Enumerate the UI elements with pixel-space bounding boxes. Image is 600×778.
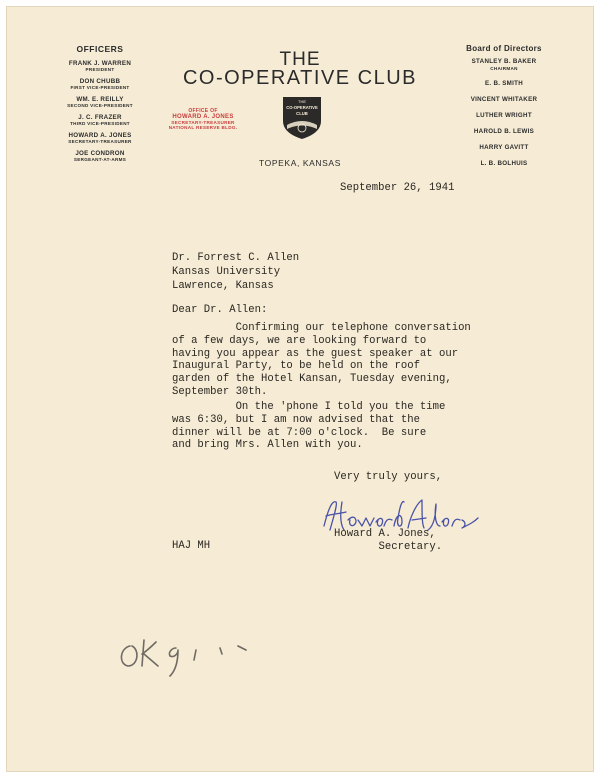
officer-name: J. C. FRAZER bbox=[78, 114, 122, 121]
officers-heading: OFFICERS bbox=[76, 44, 124, 54]
signer-block bbox=[334, 528, 442, 554]
address-line: Lawrence, Kansas bbox=[172, 280, 274, 292]
office-line: NATIONAL RESERVE BLDG. bbox=[168, 125, 238, 130]
signer-name: Howard A. Jones, bbox=[334, 528, 436, 540]
body-line: of a few days, we are looking forward to bbox=[172, 334, 427, 347]
signer-title: Secretary. bbox=[378, 540, 443, 553]
officer-name: WM. E. REILLY bbox=[76, 96, 124, 103]
officer-name: FRANK J. WARREN bbox=[68, 60, 132, 67]
board-chair-role: CHAIRMAN bbox=[490, 66, 518, 71]
office-line: OFFICE OF bbox=[188, 108, 218, 114]
paragraph-2 bbox=[172, 401, 445, 452]
board-member: E. B. SMITH bbox=[484, 80, 524, 87]
officer-role: THIRD VICE-PRESIDENT bbox=[70, 121, 130, 126]
officer-name: JOE CONDRON bbox=[75, 150, 125, 157]
board-member: HARRY GAVITT bbox=[479, 144, 529, 151]
letter-date: September 26, 1941 bbox=[340, 182, 455, 194]
board-member: LUTHER WRIGHT bbox=[476, 112, 532, 119]
address-line: Dr. Forrest C. Allen bbox=[172, 252, 300, 264]
closing: Very truly yours, bbox=[334, 471, 443, 483]
club-emblem-icon bbox=[281, 95, 323, 141]
body-line: On the 'phone I told you the time bbox=[172, 401, 446, 413]
officer-name: DON CHUBB bbox=[79, 78, 121, 85]
emblem-text: CO-OPERATIVE bbox=[286, 105, 318, 110]
officer-role: FIRST VICE-PRESIDENT bbox=[70, 85, 130, 90]
board-heading: Board of Directors bbox=[466, 44, 542, 53]
board-member: VINCENT WHITAKER bbox=[470, 96, 538, 103]
recipient-address bbox=[172, 251, 299, 293]
body-line: Inaugural Party, to be held on the roof bbox=[172, 360, 420, 373]
body-line: September 30th. bbox=[172, 385, 268, 398]
officer-role: PRESIDENT bbox=[85, 67, 115, 72]
body-line: and bring Mrs. Allen with you. bbox=[172, 439, 363, 452]
officer-role: SERGEANT-AT-ARMS bbox=[73, 157, 127, 162]
address-line: Kansas University bbox=[172, 266, 281, 278]
emblem-text: CLUB bbox=[296, 111, 308, 116]
body-line: having you appear as the guest speaker at our bbox=[172, 347, 459, 360]
officers-list bbox=[52, 44, 148, 168]
board-chair-name: STANLEY B. BAKER bbox=[471, 58, 537, 65]
letterhead-city: TOPEKA, KANSAS bbox=[259, 158, 341, 168]
office-of-block bbox=[153, 108, 253, 130]
office-line: SECRETARY-TREASURER bbox=[171, 120, 235, 125]
paragraph-1 bbox=[172, 322, 471, 399]
body-line: Confirming our telephone conversation bbox=[172, 322, 471, 334]
letterhead-the: THE bbox=[279, 49, 321, 70]
pencil-annotation bbox=[112, 626, 292, 684]
officer-role: SECOND VICE-PRESIDENT bbox=[67, 103, 133, 108]
body-line: garden of the Hotel Kansan, Tuesday evening, bbox=[172, 373, 452, 386]
body-line: was 6:30, but I am now advised that the bbox=[172, 413, 420, 426]
emblem-text: THE bbox=[298, 99, 306, 104]
board-member: HAROLD B. LEWIS bbox=[473, 128, 535, 135]
typist-initials: HAJ MH bbox=[172, 540, 211, 552]
salutation: Dear Dr. Allen: bbox=[172, 304, 268, 316]
letterhead-club-name: CO-OPERATIVE CLUB bbox=[182, 67, 418, 89]
officer-role: SECRETARY-TREASURER bbox=[68, 139, 132, 144]
board-member: L. B. BOLHUIS bbox=[480, 160, 528, 167]
board-of-directors bbox=[448, 44, 560, 176]
officer-name: HOWARD A. JONES bbox=[68, 132, 132, 139]
office-line: HOWARD A. JONES bbox=[172, 114, 234, 120]
body-line: dinner will be at 7:00 o'clock. Be sure bbox=[172, 426, 427, 439]
